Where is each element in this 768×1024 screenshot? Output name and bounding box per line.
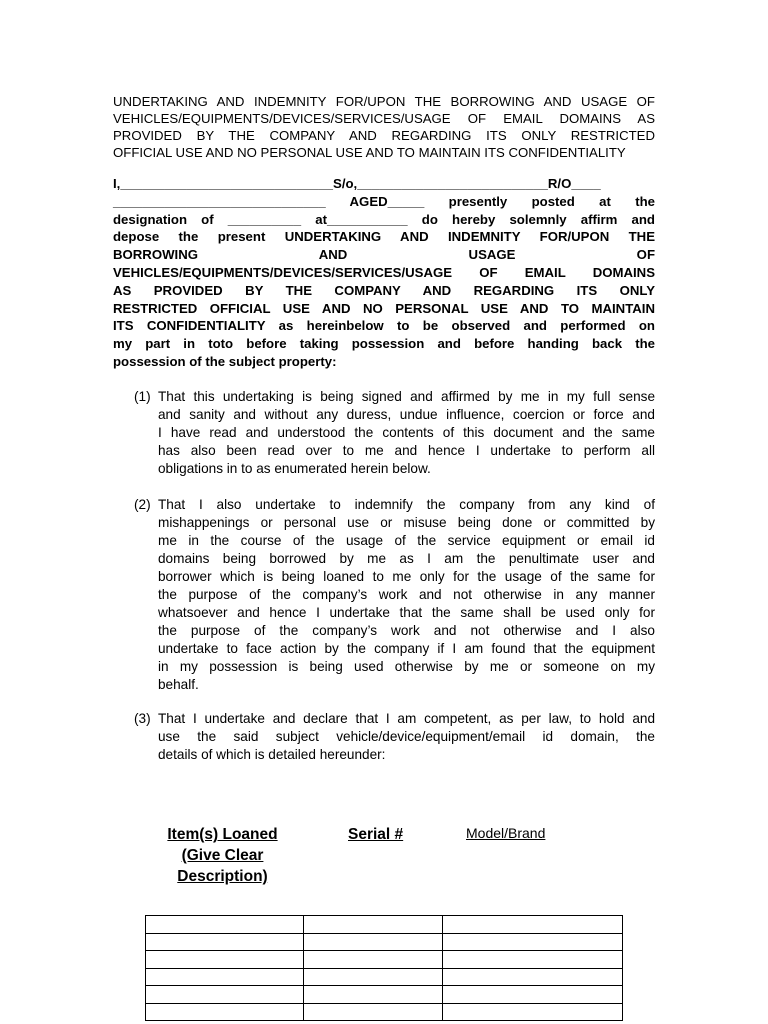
clause-line: use the said subject vehicle/device/equipment/email id domain, the [158,729,655,744]
table-cell [443,933,623,951]
clause-line: obligations in to as enumerated herein below. [158,461,431,476]
table-row [146,916,623,934]
clause-line: I have read and understood the contents of this document and the same [158,425,655,440]
clause-line: the purpose of the company’s work and not otherwise in any manner [158,587,655,602]
table-cell [304,986,443,1004]
affirmation-line: AS PROVIDED BY THE COMPANY AND REGARDING ITS ONLY [113,282,655,298]
clause-line: me in the course of the usage of the service equipment or email id [158,533,655,548]
clause-item [113,710,655,764]
affirmation-line: designation of __________ at___________ do hereby solemnly affirm and [113,211,655,227]
clause-item [113,388,655,478]
document-title [113,93,655,161]
clause-item [113,496,655,694]
clause-line: That this undertaking is being signed and affirmed by me in my full sense [158,389,655,404]
clause-number: (3) [134,711,151,726]
clause-line: undertake to face action by the company if I am found that the equipment [158,641,655,656]
items-column-header-serial: Serial # [348,826,404,843]
table-cell [304,968,443,986]
clause-text [158,496,655,694]
clause-line: and sanity and without any duress, undue influence, coercion or force and [158,407,655,422]
clause-line: whatsoever and hence I undertake that the same shall be used only for [158,605,655,620]
affirmation-line: I,_____________________________S/o,__________________________R/O____ [113,176,601,191]
table-cell [304,916,443,934]
table-cell [443,986,623,1004]
clause-number: (1) [134,389,151,404]
clause-line: borrower which is being loaned to me only for the usage of the same for [158,569,655,584]
affirmation-line: depose the present UNDERTAKING AND INDEMNITY FOR/UPON THE [113,229,655,245]
affirmation-line: _____________________________ AGED_____ presently posted at the [113,193,655,209]
table-cell [443,951,623,969]
header-line: Item(s) Loaned [167,826,278,843]
clause-number: (2) [134,497,151,512]
title-line: PROVIDED BY THE COMPANY AND REGARDING ITS ONLY RESTRICTED [113,128,655,143]
table-row [146,951,623,969]
table-row [146,1003,623,1021]
items-column-header-item [155,824,290,887]
table-cell [146,951,304,969]
clause-line: mishappenings or personal use or misuse being done or committed by [158,515,655,530]
table-row [146,986,623,1004]
table-cell [146,986,304,1004]
clause-list [113,388,655,764]
table-cell [304,933,443,951]
clause-line: has also been read over to me and hence I undertake to perform all [158,443,655,458]
affirmation-line: RESTRICTED OFFICIAL USE AND NO PERSONAL USE AND TO MAINTAIN [113,300,655,316]
table-cell [443,916,623,934]
header-line: (Give Clear [181,847,264,864]
title-line: OFFICIAL USE AND NO PERSONAL USE AND TO MAINTAIN ITS CONFIDENTIALITY [113,145,626,160]
clause-line: domains being borrowed by me as I am the penultimate user and [158,551,655,566]
clause-text [158,710,655,764]
table-cell [304,1003,443,1021]
clause-line: in my possession is being used otherwise by me or someone on my [158,659,655,674]
affirmation-paragraph [113,175,655,371]
table-row [146,933,623,951]
clause-line: That I also undertake to indemnify the company from any kind of [158,497,655,512]
table-cell [146,916,304,934]
affirmation-line: BORROWING AND USAGE OF [113,247,655,263]
clause-line: behalf. [158,677,199,692]
affirmation-line: possession of the subject property: [113,353,337,369]
affirmation-line: my part in toto before taking possession and before handing back the [113,336,655,352]
table-cell [146,933,304,951]
items-column-header-model: Model/Brand [466,825,546,841]
clause-line: the purpose of the company’s work and not otherwise and I also [158,623,655,638]
clause-line: That I undertake and declare that I am competent, as per law, to hold and [158,711,655,726]
title-line: VEHICLES/EQUIPMENTS/DEVICES/SERVICES/USAGE OF EMAIL DOMAINS AS [113,111,655,126]
header-line: Description) [177,868,268,885]
table-cell [304,951,443,969]
clause-line: details of which is detailed hereunder: [158,747,386,762]
title-line: UNDERTAKING AND INDEMNITY FOR/UPON THE BORROWING AND USAGE OF [113,94,655,109]
affirmation-line: VEHICLES/EQUIPMENTS/DEVICES/SERVICES/USAGE OF EMAIL DOMAINS [113,264,655,280]
affirmation-line: ITS CONFIDENTIALITY as hereinbelow to be observed and performed on [113,318,655,334]
table-cell [146,968,304,986]
items-table [145,915,623,1021]
table-cell [443,1003,623,1021]
table-cell [146,1003,304,1021]
table-cell [443,968,623,986]
table-row [146,968,623,986]
clause-text [158,388,655,478]
